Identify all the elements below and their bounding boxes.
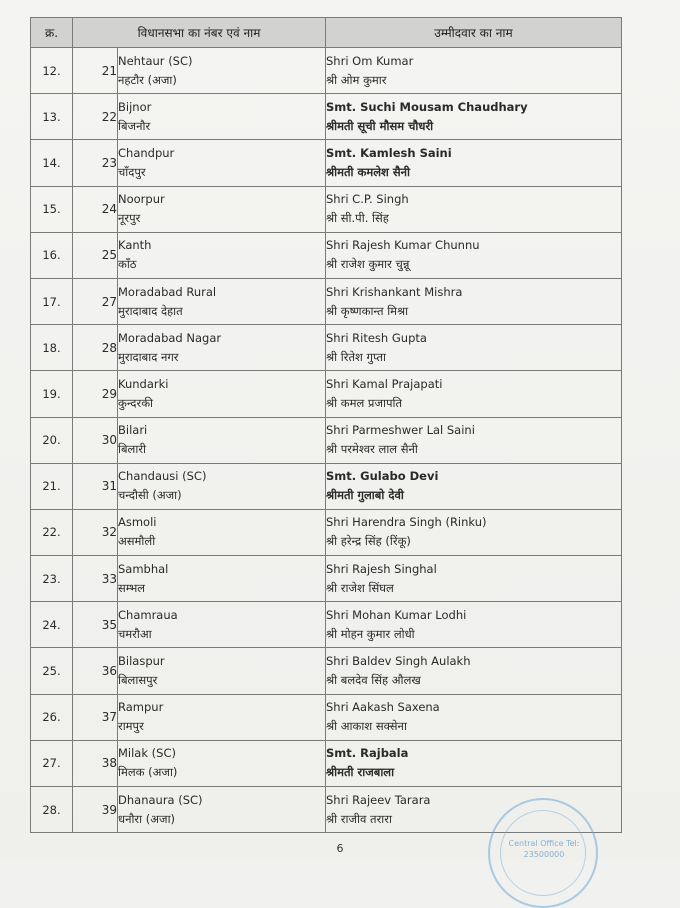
constituency-name-hi: बिलासपुर: [118, 673, 158, 688]
constituency-number: 21: [73, 48, 118, 94]
constituency-cell: [118, 694, 326, 740]
serial-number: 16.: [31, 232, 73, 278]
table-row: [31, 463, 622, 509]
constituency-cell: [118, 94, 326, 140]
constituency-name-hi: मुरादाबाद देहात: [118, 303, 183, 318]
constituency-cell: [118, 325, 326, 371]
candidate-name-hi: श्री सी.पी. सिंह: [326, 211, 389, 226]
office-stamp: [488, 798, 598, 908]
table-row: [31, 694, 622, 740]
constituency-cell: [118, 140, 326, 186]
candidate-name-hi: श्री राजेश कुमार चुन्नू: [326, 257, 410, 272]
candidate-name-en: Shri C.P. Singh: [326, 192, 409, 207]
constituency-number: 38: [73, 740, 118, 786]
constituency-number: 30: [73, 417, 118, 463]
candidate-name-hi: श्री कृष्णकान्त मिश्रा: [326, 303, 409, 318]
serial-number: 12.: [31, 48, 73, 94]
table-row: [31, 232, 622, 278]
serial-number: 15.: [31, 186, 73, 232]
table-row: [31, 325, 622, 371]
constituency-name-en: Chandpur: [118, 145, 175, 160]
candidate-name-en: Smt. Kamlesh Saini: [326, 145, 452, 160]
constituency-name-en: Bilaspur: [118, 654, 165, 669]
constituency-number: 31: [73, 463, 118, 509]
constituency-name-hi: सम्भल: [118, 580, 146, 595]
table-row: [31, 648, 622, 694]
candidate-name-hi: श्रीमती राजबाला: [326, 765, 395, 780]
constituency-name-hi: चमरौआ: [118, 626, 152, 641]
table-row: [31, 48, 622, 94]
constituency-cell: [118, 556, 326, 602]
candidate-name-hi: श्री कमल प्रजापति: [326, 395, 403, 410]
candidate-name-en: Shri Kamal Prajapati: [326, 376, 443, 391]
constituency-cell: [118, 787, 326, 833]
header-candidate: उम्मीदवार का नाम: [326, 18, 622, 48]
constituency-number: 36: [73, 648, 118, 694]
candidate-cell: [326, 509, 622, 555]
candidate-table: [30, 17, 622, 833]
serial-number: 27.: [31, 740, 73, 786]
serial-number: 22.: [31, 509, 73, 555]
candidate-cell: [326, 371, 622, 417]
constituency-name-hi: बिजनौर: [118, 118, 151, 133]
candidate-cell: [326, 186, 622, 232]
page-number: 6: [336, 842, 344, 855]
serial-number: 20.: [31, 417, 73, 463]
serial-number: 14.: [31, 140, 73, 186]
candidate-name-hi: श्री मोहन कुमार लोधी: [326, 626, 415, 641]
constituency-name-hi: धनौरा (अजा): [118, 811, 176, 826]
constituency-cell: [118, 278, 326, 324]
constituency-number: 28: [73, 325, 118, 371]
constituency-number: 37: [73, 694, 118, 740]
candidate-name-en: Smt. Gulabo Devi: [326, 469, 439, 484]
table-row: [31, 602, 622, 648]
constituency-name-hi: मुरादाबाद नगर: [118, 349, 179, 364]
candidate-cell: [326, 94, 622, 140]
serial-number: 23.: [31, 556, 73, 602]
table-row: [31, 186, 622, 232]
constituency-number: 29: [73, 371, 118, 417]
candidate-name-hi: श्री परमेश्वर लाल सैनी: [326, 442, 418, 457]
constituency-number: 39: [73, 787, 118, 833]
constituency-name-hi: कुन्दरकी: [118, 395, 154, 410]
candidate-cell: [326, 325, 622, 371]
constituency-cell: [118, 602, 326, 648]
candidate-cell: [326, 694, 622, 740]
header-serial: क्र.: [31, 18, 73, 48]
constituency-cell: [118, 463, 326, 509]
constituency-number: 22: [73, 94, 118, 140]
candidate-name-en: Shri Rajesh Kumar Chunnu: [326, 238, 480, 253]
serial-number: 19.: [31, 371, 73, 417]
constituency-number: 35: [73, 602, 118, 648]
constituency-name-hi: काँठ: [118, 257, 137, 272]
table-row: [31, 140, 622, 186]
candidate-name-en: Smt. Rajbala: [326, 746, 409, 761]
constituency-name-en: Dhanaura (SC): [118, 792, 203, 807]
table-row: [31, 94, 622, 140]
serial-number: 28.: [31, 787, 73, 833]
candidate-cell: [326, 140, 622, 186]
constituency-name-en: Kundarki: [118, 376, 169, 391]
table-row: [31, 278, 622, 324]
constituency-name-en: Bilari: [118, 423, 148, 438]
table-header-row: [31, 18, 622, 48]
candidate-cell: [326, 278, 622, 324]
serial-number: 24.: [31, 602, 73, 648]
constituency-name-hi: नूरपुर: [118, 211, 141, 226]
candidate-name-hi: श्री बलदेव सिंह औलख: [326, 673, 421, 688]
constituency-name-en: Sambhal: [118, 561, 169, 576]
candidate-name-hi: श्री ओम कुमार: [326, 72, 387, 87]
serial-number: 25.: [31, 648, 73, 694]
table-row: [31, 740, 622, 786]
candidate-name-en: Shri Mohan Kumar Lodhi: [326, 607, 467, 622]
constituency-number: 25: [73, 232, 118, 278]
table-row: [31, 417, 622, 463]
candidate-name-en: Shri Rajesh Singhal: [326, 561, 437, 576]
serial-number: 26.: [31, 694, 73, 740]
candidate-cell: [326, 648, 622, 694]
serial-number: 18.: [31, 325, 73, 371]
candidate-cell: [326, 232, 622, 278]
candidate-name-hi: श्री रितेश गुप्ता: [326, 349, 387, 364]
constituency-name-hi: नहटौर (अजा): [118, 72, 177, 87]
constituency-name-en: Nehtaur (SC): [118, 53, 193, 68]
header-constituency: विधानसभा का नंबर एवं नाम: [73, 18, 326, 48]
office-stamp-text: Central Office Tel: 23500000: [508, 839, 580, 859]
table-row: [31, 509, 622, 555]
constituency-number: 33: [73, 556, 118, 602]
constituency-name-en: Chamraua: [118, 607, 178, 622]
constituency-name-en: Moradabad Rural: [118, 284, 217, 299]
candidate-name-hi: श्री राजेश सिंघल: [326, 580, 394, 595]
constituency-cell: [118, 509, 326, 555]
constituency-cell: [118, 232, 326, 278]
constituency-number: 32: [73, 509, 118, 555]
constituency-name-en: Noorpur: [118, 192, 165, 207]
constituency-cell: [118, 740, 326, 786]
candidate-cell: [326, 556, 622, 602]
candidate-cell: [326, 48, 622, 94]
candidate-name-en: Shri Ritesh Gupta: [326, 330, 427, 345]
constituency-number: 23: [73, 140, 118, 186]
constituency-name-en: Chandausi (SC): [118, 469, 207, 484]
serial-number: 17.: [31, 278, 73, 324]
constituency-cell: [118, 371, 326, 417]
constituency-name-en: Asmoli: [118, 515, 157, 530]
candidate-name-en: Shri Rajeev Tarara: [326, 792, 431, 807]
candidate-name-en: Shri Baldev Singh Aulakh: [326, 654, 471, 669]
constituency-name-hi: चन्दौसी (अजा): [118, 488, 182, 503]
candidate-cell: [326, 417, 622, 463]
constituency-cell: [118, 648, 326, 694]
constituency-name-hi: चाँदपुर: [118, 164, 146, 179]
table-row: [31, 371, 622, 417]
candidate-cell: [326, 740, 622, 786]
candidate-name-en: Shri Harendra Singh (Rinku): [326, 515, 487, 530]
candidate-cell: [326, 463, 622, 509]
candidate-name-en: Smt. Suchi Mousam Chaudhary: [326, 99, 528, 114]
constituency-cell: [118, 48, 326, 94]
candidate-name-hi: श्री आकाश सक्सेना: [326, 719, 407, 734]
constituency-name-en: Moradabad Nagar: [118, 330, 222, 345]
constituency-cell: [118, 417, 326, 463]
candidate-cell: [326, 602, 622, 648]
constituency-number: 24: [73, 186, 118, 232]
candidate-name-en: Shri Krishankant Mishra: [326, 284, 463, 299]
candidate-name-en: Shri Om Kumar: [326, 53, 414, 68]
constituency-name-hi: रामपुर: [118, 719, 144, 734]
serial-number: 13.: [31, 94, 73, 140]
constituency-name-en: Rampur: [118, 700, 164, 715]
constituency-number: 27: [73, 278, 118, 324]
candidate-name-hi: श्री हरेन्द्र सिंह (रिंकू): [326, 534, 411, 549]
constituency-name-hi: असमौली: [118, 534, 156, 549]
constituency-name-en: Bijnor: [118, 99, 152, 114]
serial-number: 21.: [31, 463, 73, 509]
candidate-name-en: Shri Parmeshwer Lal Saini: [326, 423, 475, 438]
candidate-name-hi: श्रीमती कमलेश सैनी: [326, 164, 410, 179]
candidate-name-hi: श्रीमती गुलाबो देवी: [326, 488, 404, 503]
constituency-cell: [118, 186, 326, 232]
constituency-name-hi: बिलारी: [118, 442, 147, 457]
constituency-name-en: Milak (SC): [118, 746, 176, 761]
constituency-name-hi: मिलक (अजा): [118, 765, 178, 780]
candidate-name-hi: श्री राजीव तरारा: [326, 811, 392, 826]
candidate-name-en: Shri Aakash Saxena: [326, 700, 440, 715]
constituency-name-en: Kanth: [118, 238, 152, 253]
table-row: [31, 556, 622, 602]
candidate-name-hi: श्रीमती सूची मौसम चौधरी: [326, 118, 434, 133]
